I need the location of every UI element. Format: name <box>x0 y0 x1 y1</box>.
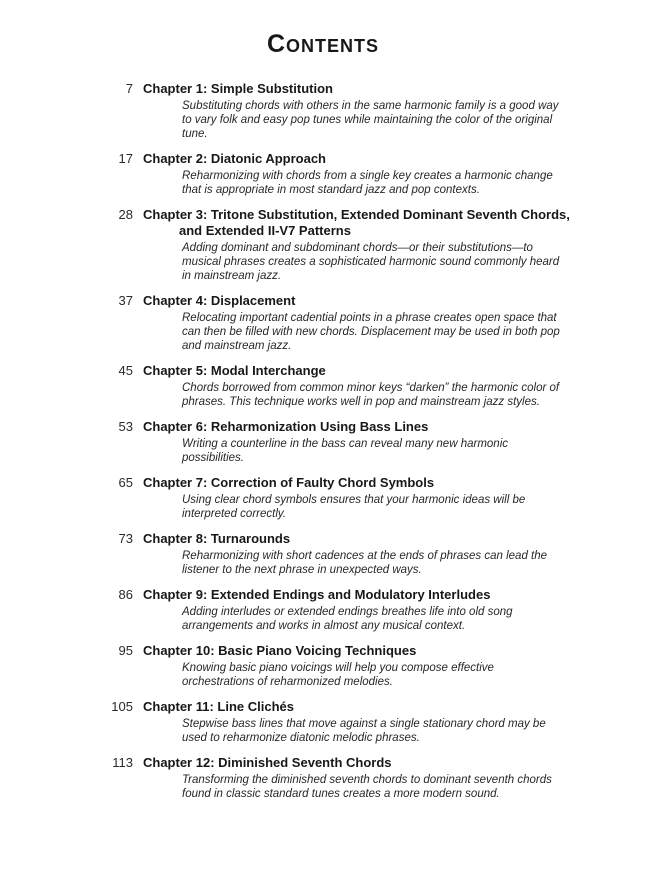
toc-entry <box>95 531 646 577</box>
toc-chapter-title: Chapter 1: Simple Substitution <box>143 81 333 96</box>
toc-chapter-description: Adding dominant and subdominant chords—or their substitutions—to musical phrases creates a sophisticated harmonic sound commonly heard in mainstream jazz. <box>182 242 560 282</box>
toc-chapter-description: Reharmonizing with short cadences at the ends of phrases can lead the listener to the next phrase in unexpected ways. <box>182 550 548 576</box>
toc-chapter-description: Substituting chords with others in the same harmonic family is a good way to vary folk and easy pop tunes while maintaining the color of the original tune. <box>182 100 559 140</box>
toc-page-number: 17 <box>118 151 133 166</box>
toc-entry-body <box>143 419 573 465</box>
toc-page-number: 113 <box>112 755 133 770</box>
toc-entry <box>95 643 646 689</box>
toc-page-number: 45 <box>118 363 133 378</box>
toc-list <box>95 81 646 801</box>
toc-page-number: 105 <box>111 699 133 714</box>
toc-entry <box>95 81 646 141</box>
toc-chapter-title: Chapter 9: Extended Endings and Modulatory Interludes <box>143 587 491 602</box>
toc-entry-body <box>143 207 573 283</box>
toc-entry-body <box>143 755 573 801</box>
toc-chapter-description: Adding interludes or extended endings breathes life into old song arrangements and works in almost any musical context. <box>182 606 513 632</box>
toc-entry <box>95 475 646 521</box>
toc-entry-body <box>143 81 573 141</box>
toc-page-number: 86 <box>118 587 133 602</box>
toc-chapter-description: Writing a counterline in the bass can reveal many new harmonic possibilities. <box>182 438 508 464</box>
toc-entry <box>95 207 646 283</box>
toc-chapter-title: Chapter 11: Line Clichés <box>143 699 294 714</box>
toc-chapter-title: Chapter 3: Tritone Substitution, Extended Dominant Seventh Chords, and Extended II-V7 Patterns <box>143 207 570 238</box>
toc-entry <box>95 699 646 745</box>
toc-chapter-title: Chapter 5: Modal Interchange <box>143 363 326 378</box>
toc-chapter-description: Chords borrowed from common minor keys “darken” the harmonic color of phrases. This technique works well in pop and mainstream jazz styles. <box>182 382 560 408</box>
toc-page-number: 7 <box>125 81 133 96</box>
toc-entry-body <box>143 151 573 197</box>
toc-chapter-title: Chapter 7: Correction of Faulty Chord Symbols <box>143 475 435 490</box>
toc-chapter-description: Reharmonizing with chords from a single key creates a harmonic change that is appropriate in most standard jazz and pop contexts. <box>182 170 553 196</box>
contents-page <box>0 30 646 894</box>
toc-chapter-description: Transforming the diminished seventh chords to dominant seventh chords found in classic standard tunes creates a more modern sound. <box>182 774 552 800</box>
toc-entry-body <box>143 475 573 521</box>
toc-page-number: 28 <box>118 207 133 222</box>
toc-entry-body <box>143 363 573 409</box>
toc-page-number: 95 <box>118 643 133 658</box>
toc-entry-body <box>143 293 573 353</box>
toc-page-number: 37 <box>118 293 133 308</box>
toc-entry <box>95 587 646 633</box>
toc-entry-body <box>143 699 573 745</box>
toc-chapter-title: Chapter 10: Basic Piano Voicing Techniques <box>143 643 417 658</box>
page-title: Contents <box>266 30 380 58</box>
toc-page-number: 53 <box>118 419 133 434</box>
toc-chapter-description: Knowing basic piano voicings will help you compose effective orchestrations of reharmonized melodies. <box>182 662 494 688</box>
toc-chapter-title: Chapter 8: Turnarounds <box>143 531 291 546</box>
toc-entry <box>95 363 646 409</box>
toc-chapter-title: Chapter 4: Displacement <box>143 293 296 308</box>
toc-chapter-description: Stepwise bass lines that move against a single stationary chord may be used to reharmonize diatonic melodic phrases. <box>182 718 546 744</box>
toc-page-number: 73 <box>118 531 133 546</box>
toc-chapter-description: Relocating important cadential points in a phrase creates open space that can then be filled with new chords. Displacement may be used in both pop and mainstream jazz. <box>182 312 560 352</box>
toc-chapter-title: Chapter 6: Reharmonization Using Bass Lines <box>143 419 429 434</box>
toc-entry <box>95 755 646 801</box>
toc-entry <box>95 419 646 465</box>
toc-page-number: 65 <box>118 475 133 490</box>
toc-chapter-title: Chapter 2: Diatonic Approach <box>143 151 326 166</box>
toc-entry <box>95 293 646 353</box>
toc-entry-body <box>143 587 573 633</box>
toc-entry-body <box>143 531 573 577</box>
toc-chapter-description: Using clear chord symbols ensures that your harmonic ideas will be interpreted correctly. <box>182 494 526 520</box>
toc-entry <box>95 151 646 197</box>
toc-entry-body <box>143 643 573 689</box>
toc-chapter-title: Chapter 12: Diminished Seventh Chords <box>143 755 392 770</box>
